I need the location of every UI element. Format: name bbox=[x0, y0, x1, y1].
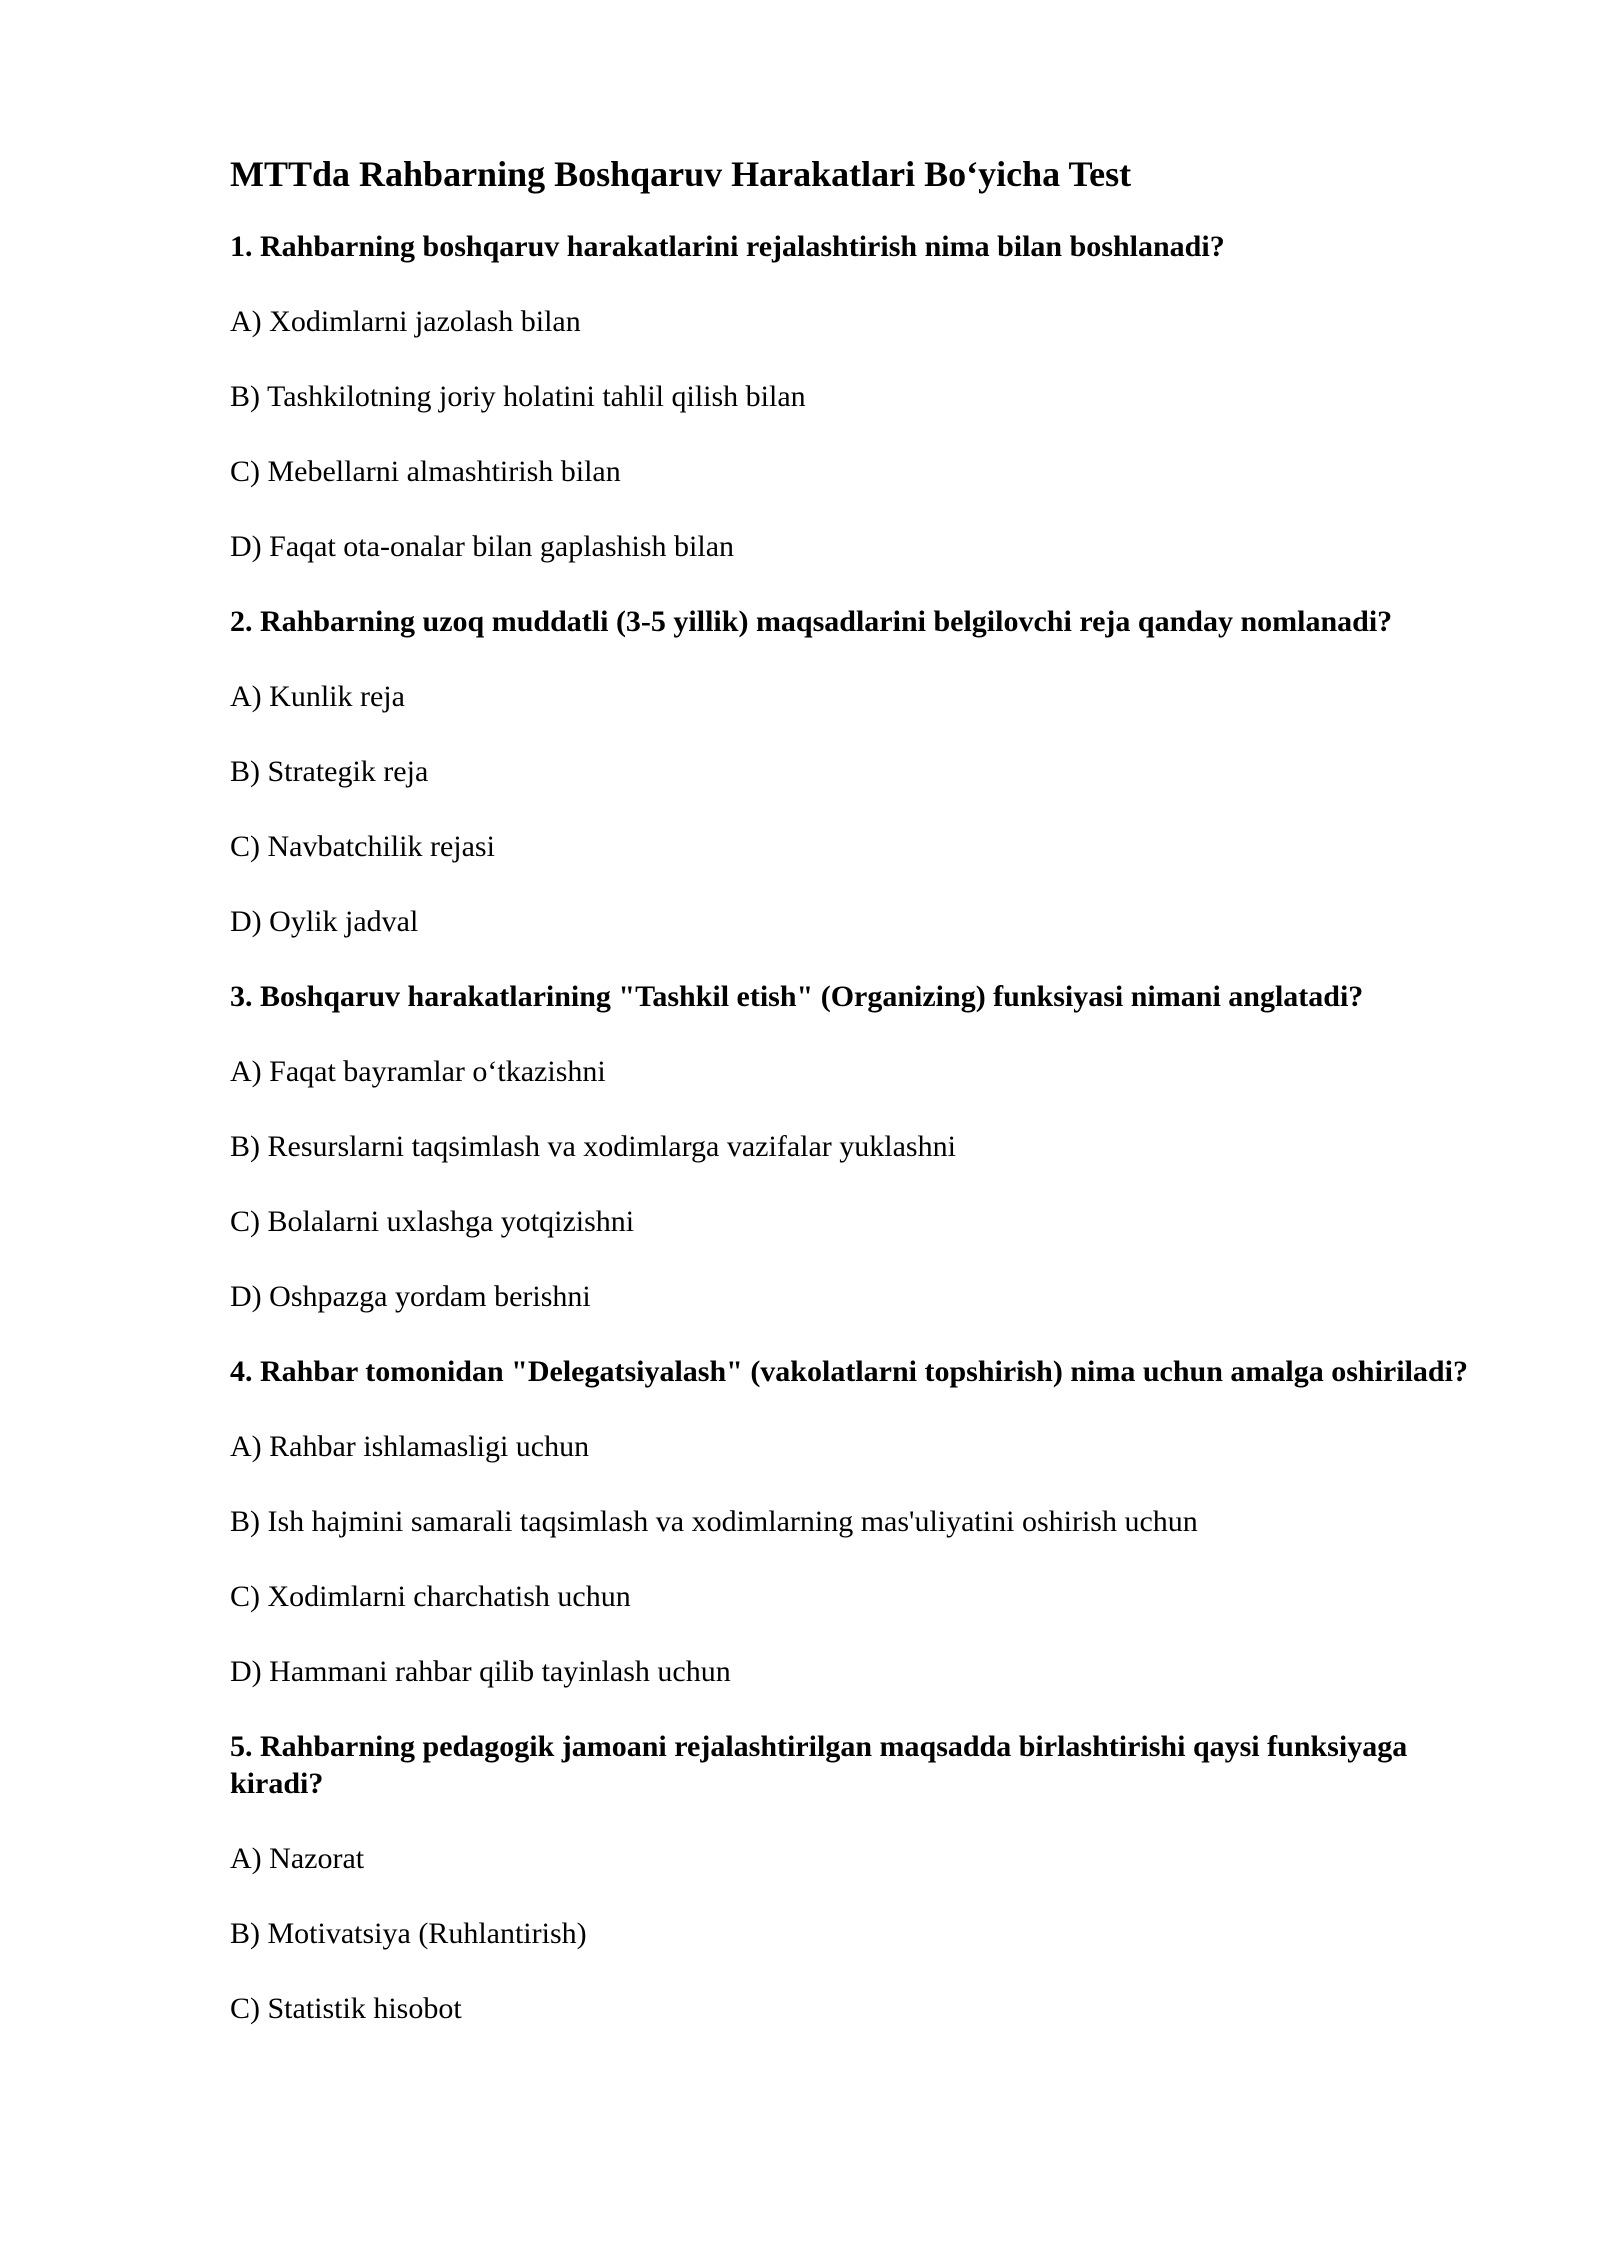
answer-option-b: B) Motivatsiya (Ruhlantirish) bbox=[230, 1917, 587, 1950]
answer-option-a: A) Nazorat bbox=[230, 1842, 365, 1875]
answer-option-b: B) Tashkilotning joriy holatini tahlil qilish bilan bbox=[230, 380, 806, 413]
question-4 bbox=[230, 1353, 1490, 1690]
question-5 bbox=[230, 1728, 1490, 2027]
question-text: 1. Rahbarning boshqaruv harakatlarini rejalashtirish nima bilan boshlanadi? bbox=[230, 230, 1225, 263]
question-text: 2. Rahbarning uzoq muddatli (3-5 yillik) maqsadlarini belgilovchi reja qanday nomlanadi? bbox=[230, 605, 1393, 638]
answer-option-c: C) Bolalarni uxlashga yotqizishni bbox=[230, 1205, 635, 1238]
answer-option-b: B) Ish hajmini samarali taqsimlash va xodimlarning mas'uliyatini oshirish uchun bbox=[230, 1505, 1198, 1538]
answer-option-a: A) Kunlik reja bbox=[230, 680, 405, 713]
answer-option-c: C) Statistik hisobot bbox=[230, 1992, 462, 2025]
document-content bbox=[230, 150, 1490, 2065]
question-3 bbox=[230, 978, 1490, 1315]
answer-option-c: C) Mebellarni almashtirish bilan bbox=[230, 455, 621, 488]
answer-option-d: D) Hammani rahbar qilib tayinlash uchun bbox=[230, 1655, 731, 1688]
answer-option-d: D) Oshpazga yordam berishni bbox=[230, 1280, 591, 1313]
question-text: 3. Boshqaruv harakatlarining "Tashkil etish" (Organizing) funksiyasi nimani anglatadi? bbox=[230, 980, 1364, 1013]
answer-option-a: A) Rahbar ishlamasligi uchun bbox=[230, 1430, 590, 1463]
answer-option-d: D) Oylik jadval bbox=[230, 905, 419, 938]
question-2 bbox=[230, 603, 1490, 940]
question-text: 4. Rahbar tomonidan "Delegatsiyalash" (vakolatlarni topshirish) nima uchun amalga oshiriladi? bbox=[230, 1355, 1468, 1388]
answer-option-a: A) Xodimlarni jazolash bilan bbox=[230, 305, 581, 338]
question-1 bbox=[230, 228, 1490, 565]
answer-option-a: A) Faqat bayramlar o‘tkazishni bbox=[230, 1055, 606, 1088]
answer-option-b: B) Resurslarni taqsimlash va xodimlarga vazifalar yuklashni bbox=[230, 1130, 956, 1163]
answer-option-d: D) Faqat ota-onalar bilan gaplashish bilan bbox=[230, 530, 735, 563]
question-text: 5. Rahbarning pedagogik jamoani rejalashtirilgan maqsadda birlashtirishi qaysi funksiyaga kiradi? bbox=[230, 1730, 1408, 1800]
answer-option-b: B) Strategik reja bbox=[230, 755, 429, 788]
document-title: MTTda Rahbarning Boshqaruv Harakatlari Bo‘yicha Test bbox=[230, 154, 1132, 194]
answer-option-c: C) Navbatchilik rejasi bbox=[230, 830, 495, 863]
answer-option-c: C) Xodimlarni charchatish uchun bbox=[230, 1580, 631, 1613]
